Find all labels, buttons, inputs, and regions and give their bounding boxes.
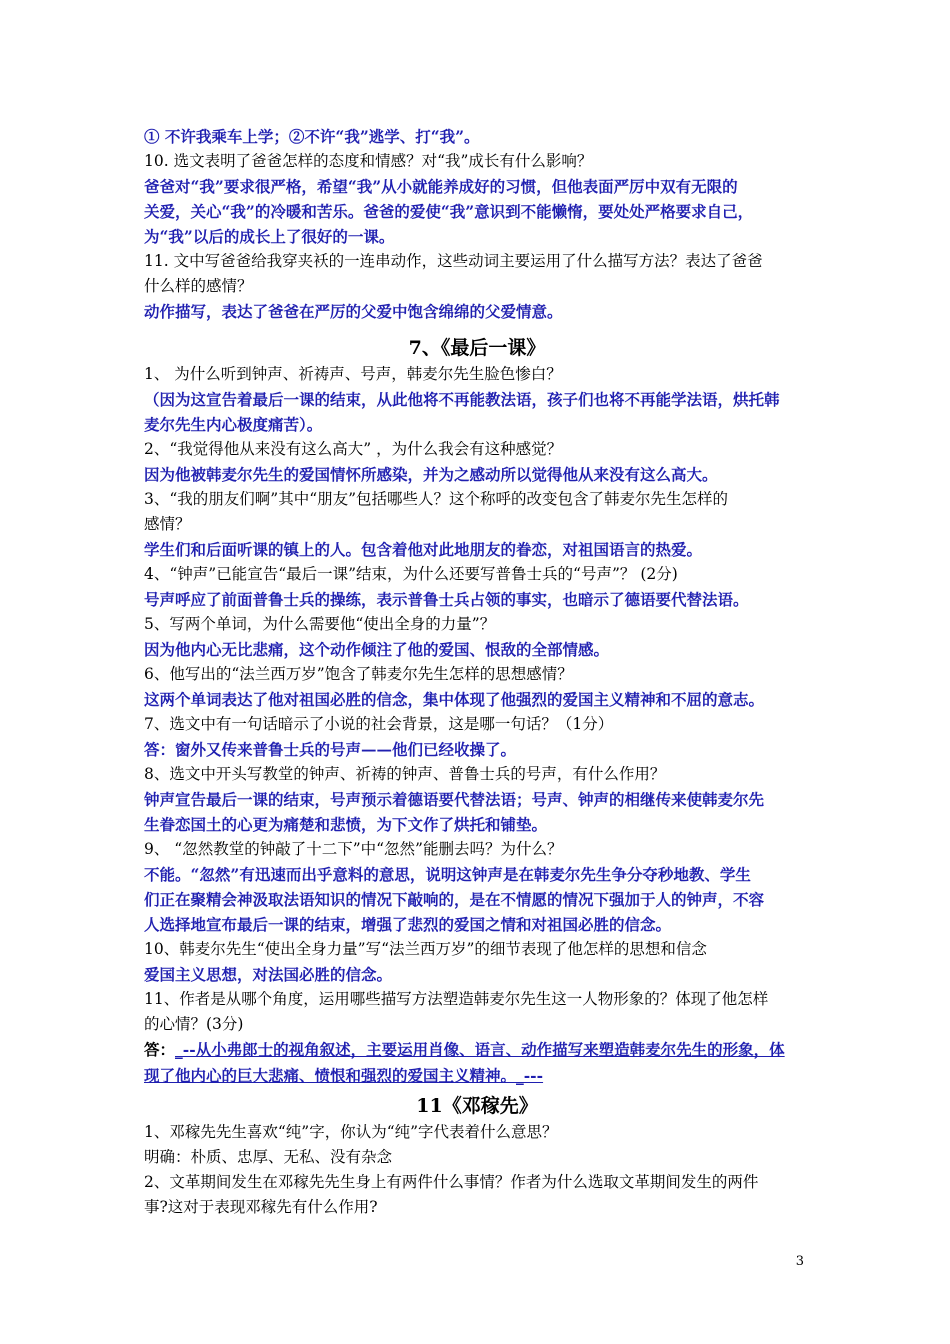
answer-line: 答：窗外又传来普鲁士兵的号声——他们已经收操了。 xyxy=(144,740,517,759)
answer-line: 爱国主义思想，对法国必胜的信念。 xyxy=(144,965,393,984)
question-3: 3、“我的朋友们啊”其中“朋友”包括哪些人？这个称呼的改变包含了韩麦尔先生怎样的 xyxy=(144,490,729,508)
answer-line: 号声呼应了前面普鲁士兵的操练，表示普鲁士兵占领的事实，也暗示了德语要代替法语。 xyxy=(144,590,749,609)
answer-line: 麦尔先生内心极度痛苦）。 xyxy=(144,415,323,434)
page-number: 3 xyxy=(795,1254,804,1269)
answer-line: 这两个单词表达了他对祖国必胜的信念，集中体现了他强烈的爱国主义精神和不屈的意志。 xyxy=(144,690,765,709)
answer-line: 钟声宣告最后一课的结束，号声预示着德语要代替法语；号声、钟声的相继传来使韩麦尔先 xyxy=(144,790,765,809)
question-1: 1、邓稼先先生喜欢“纯”字，你认为“纯”字代表着什么意思？ xyxy=(144,1123,558,1141)
question-10: 10. 选文表明了爸爸怎样的态度和情感？对“我”成长有什么影响？ xyxy=(144,152,593,170)
question-11: 11. 文中写爸爸给我穿夹袄的一连串动作，这些动词主要运用了什么描写方法？表达了爸爸 xyxy=(144,252,763,270)
answer-line: 生眷恋国土的心更为痛楚和悲愤，为下文作了烘托和铺垫。 xyxy=(144,815,548,834)
question-8: 8、选文中开头写教堂的钟声、祈祷的钟声、普鲁士兵的号声，有什么作用？ xyxy=(144,765,666,783)
answer-prefix: 答： xyxy=(144,1040,176,1059)
answer-line: 关爱，关心“我”的冷暖和苦乐。爸爸的爱使“我”意识到不能懒惰，要处处严格要求自己， xyxy=(144,202,754,221)
question-5: 5、写两个单词，为什么需要他“使出全身的力量”？ xyxy=(144,615,496,633)
question-1: 1、 为什么听到钟声、祈祷声、号声，韩麦尔先生脸色惨白？ xyxy=(144,365,562,383)
answer-line: 明确：朴质、忠厚、无私、没有杂念 xyxy=(144,1148,393,1166)
answer-line: 动作描写，表达了爸爸在严厉的父爱中饱含绵绵的父爱情意。 xyxy=(144,302,563,321)
question-4: 4、“钟声”已能宣告“最后一课”结束，为什么还要写普鲁士兵的“号声”？ (2分) xyxy=(144,565,678,583)
answer-line: 因为他被韩麦尔先生的爱国情怀所感染，并为之感动所以觉得他从来没有这么高大。 xyxy=(144,465,718,484)
question-11: 11、作者是从哪个角度，运用哪些描写方法塑造韩麦尔先生这一人物形象的？体现了他怎样 xyxy=(144,990,769,1008)
answer-line: ① 不许我乘车上学；②不许“我”逃学、打“我”。 xyxy=(144,127,480,146)
section-heading: 7、《最后一课》 xyxy=(408,337,546,359)
answer-line: 现了他内心的巨大悲痛、愤恨和强烈的爱国主义精神。_--- xyxy=(144,1066,544,1085)
answer-line: 学生们和后面听课的镇上的人。包含着他对此地朋友的眷恋，对祖国语言的热爱。 xyxy=(144,540,703,559)
section-heading: 11《邓稼先》 xyxy=(416,1095,538,1117)
answer-line: （因为这宣告着最后一课的结束，从此他将不再能教法语，孩子们也将不再能学法语，烘托韩 xyxy=(144,390,780,409)
answer-line: 人选择地宣布最后一课的结束，增强了悲烈的爱国之情和对祖国必胜的信念。 xyxy=(144,915,672,934)
answer-line: 们正在聚精会神汲取法语知识的情况下敲响的，是在不情愿的情况下强加于人的钟声，不容 xyxy=(144,890,765,909)
answer-line: 因为他内心无比悲痛，这个动作倾注了他的爱国、恨敌的全部情感。 xyxy=(144,640,610,659)
answer-line: 为“我”以后的成长上了很好的一课。 xyxy=(144,227,395,246)
answer-11-line xyxy=(144,1037,810,1063)
question-10: 10、韩麦尔先生“使出全身力量”写“法兰西万岁”的细节表现了他怎样的思想和信念 xyxy=(144,940,707,958)
question-2: 2、文革期间发生在邓稼先先生身上有两件什么事情？作者为什么选取文革期间发生的两件 xyxy=(144,1173,759,1191)
question-3-cont: 感情？ xyxy=(144,515,191,533)
question-6: 6、他写出的“法兰西万岁”饱含了韩麦尔先生怎样的思想感情？ xyxy=(144,665,573,683)
answer-text: _--从小弗郎士的视角叙述，主要运用肖像、语言、动作描写来塑造韩麦尔先生的形象，体 xyxy=(175,1040,785,1059)
question-2: 2、“我觉得他从来没有这么高大” ，为什么我会有这种感觉？ xyxy=(144,440,563,458)
question-7: 7、选文中有一句话暗示了小说的社会背景，这是哪一句话？（1分） xyxy=(144,715,614,733)
answer-line: 爸爸对“我”要求很严格，希望“我”从小就能养成好的习惯，但他表面严厉中双有无限的 xyxy=(144,177,738,196)
question-11-cont: 的心情？(3分) xyxy=(144,1015,244,1033)
page-content xyxy=(144,124,810,1220)
question-9: 9、 “忽然教堂的钟敲了十二下”中“忽然”能删去吗？为什么？ xyxy=(144,840,563,858)
answer-line: 不能。“忽然”有迅速而出乎意料的意思，说明这钟声是在韩麦尔先生争分夺秒地教、学生 xyxy=(144,865,751,884)
question-11-cont: 什么样的感情？ xyxy=(144,277,253,295)
question-2-cont: 事?这对于表现邓稼先有什么作用? xyxy=(144,1198,378,1216)
